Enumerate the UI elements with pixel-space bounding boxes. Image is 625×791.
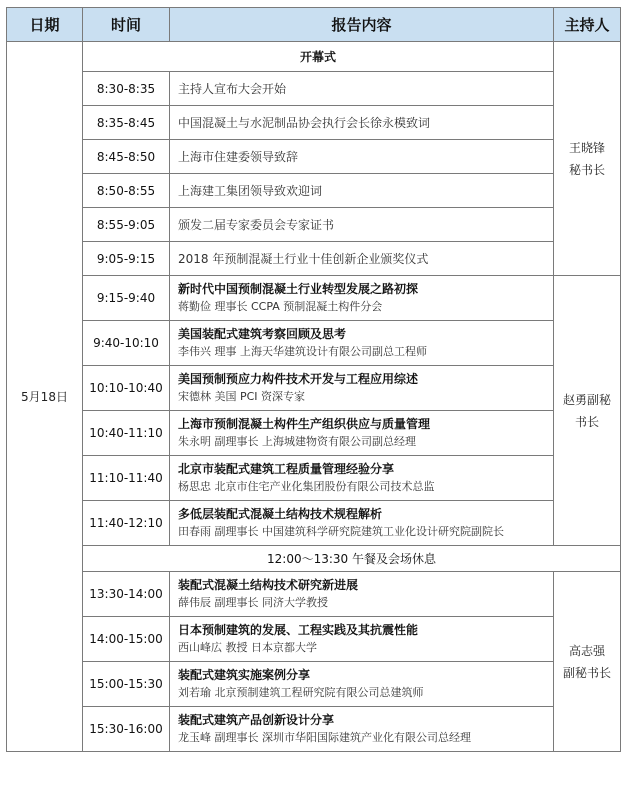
time-cell: 14:00-15:00 [83,617,170,662]
talk-title: 装配式建筑产品创新设计分享 [178,713,335,727]
item-text: 中国混凝土与水泥制品协会执行会长徐永模致词 [178,116,431,130]
time-cell: 8:35-8:45 [83,106,170,140]
time-cell: 8:55-9:05 [83,208,170,242]
content-cell [170,276,554,321]
host-1-line-2: 秘书长 [568,162,605,177]
time-cell: 11:40-12:10 [83,501,170,546]
talk-speaker: 龙玉峰 副理事长 深圳市华阳国际建筑产业化有限公司总经理 [178,731,471,744]
host-3-line-2: 副秘书长 [562,665,611,680]
table-row [7,106,621,140]
schedule-table [6,7,621,752]
host-3-line-1: 高志强 [568,643,605,658]
content-cell [170,72,554,106]
content-cell [170,140,554,174]
table-row [7,366,621,411]
lunch-label: 12:00～13:30 午餐及会场休息 [83,546,621,572]
header-row [7,8,621,42]
host-2-line-2: 书长 [574,414,599,429]
item-text: 2018 年预制混凝土行业十佳创新企业颁奖仪式 [178,252,429,266]
table-row [7,208,621,242]
time-cell: 10:40-11:10 [83,411,170,456]
talk-title: 上海市预制混凝土构件生产组织供应与质量管理 [178,417,431,431]
table-row [7,617,621,662]
item-text: 主持人宣布大会开始 [178,82,287,96]
table-row [7,174,621,208]
opening-label: 开幕式 [83,42,554,72]
item-text: 颁发二届专家委员会专家证书 [178,218,335,232]
talk-speaker: 李伟兴 理事 上海天华建筑设计有限公司副总工程师 [178,345,427,358]
content-cell [170,501,554,546]
content-cell [170,662,554,707]
talk-title: 新时代中国预制混凝土行业转型发展之路初探 [178,282,419,296]
host-cell-3 [554,572,621,752]
content-cell [170,572,554,617]
talk-title: 装配式混凝土结构技术研究新进展 [178,578,359,592]
content-cell [170,366,554,411]
talk-speaker: 宋德林 美国 PCI 资深专家 [178,390,306,403]
host-cell-1 [554,42,621,276]
time-cell: 8:30-8:35 [83,72,170,106]
item-text: 上海市住建委领导致辞 [178,150,299,164]
talk-speaker: 蒋勤俭 理事长 CCPA 预制混凝土构件分会 [178,300,383,313]
content-cell [170,106,554,140]
time-cell: 15:00-15:30 [83,662,170,707]
talk-title: 装配式建筑实施案例分享 [178,668,311,682]
time-cell: 9:40-10:10 [83,321,170,366]
item-text: 上海建工集团领导致欢迎词 [178,184,323,198]
date-cell: 5月18日 [7,42,83,752]
talk-speaker: 刘若瑜 北京预制建筑工程研究院有限公司总建筑师 [178,686,424,699]
table-row [7,321,621,366]
content-cell [170,456,554,501]
time-cell: 8:50-8:55 [83,174,170,208]
opening-row [7,42,621,72]
host-2-line-1: 赵勇副秘 [562,392,611,407]
table-row [7,662,621,707]
talk-title: 北京市装配式建筑工程质量管理经验分享 [178,462,395,476]
host-cell-2 [554,276,621,546]
talk-title: 多低层装配式混凝土结构技术规程解析 [178,507,383,521]
talk-speaker: 田春雨 副理事长 中国建筑科学研究院建筑工业化设计研究院副院长 [178,525,504,538]
talk-speaker: 朱永明 副理事长 上海城建物资有限公司副总经理 [178,435,416,448]
time-cell: 9:05-9:15 [83,242,170,276]
lunch-row [7,546,621,572]
time-cell: 8:45-8:50 [83,140,170,174]
table-row [7,411,621,456]
content-cell [170,321,554,366]
time-cell: 13:30-14:00 [83,572,170,617]
header-date: 日期 [7,8,83,42]
talk-title: 美国预制预应力构件技术开发与工程应用综述 [178,372,419,386]
table-row [7,572,621,617]
table-row [7,242,621,276]
talk-title: 美国装配式建筑考察回顾及思考 [178,327,347,341]
content-cell [170,707,554,752]
talk-speaker: 杨思忠 北京市住宅产业化集团股份有限公司技术总监 [178,480,435,493]
content-cell [170,242,554,276]
content-cell [170,208,554,242]
table-row [7,456,621,501]
table-row [7,140,621,174]
table-row [7,72,621,106]
time-cell: 11:10-11:40 [83,456,170,501]
talk-speaker: 西山峰広 教授 日本京都大学 [178,641,317,654]
schedule-container [6,7,621,752]
table-row [7,276,621,321]
time-cell: 10:10-10:40 [83,366,170,411]
content-cell [170,174,554,208]
header-time: 时间 [83,8,170,42]
table-row [7,707,621,752]
time-cell: 15:30-16:00 [83,707,170,752]
talk-speaker: 薛伟辰 副理事长 同济大学教授 [178,596,328,609]
header-content: 报告内容 [170,8,554,42]
host-1-line-1: 王晓锋 [568,140,605,155]
content-cell [170,411,554,456]
content-cell [170,617,554,662]
table-row [7,501,621,546]
header-host: 主持人 [554,8,621,42]
talk-title: 日本预制建筑的发展、工程实践及其抗震性能 [178,623,419,637]
time-cell: 9:15-9:40 [83,276,170,321]
